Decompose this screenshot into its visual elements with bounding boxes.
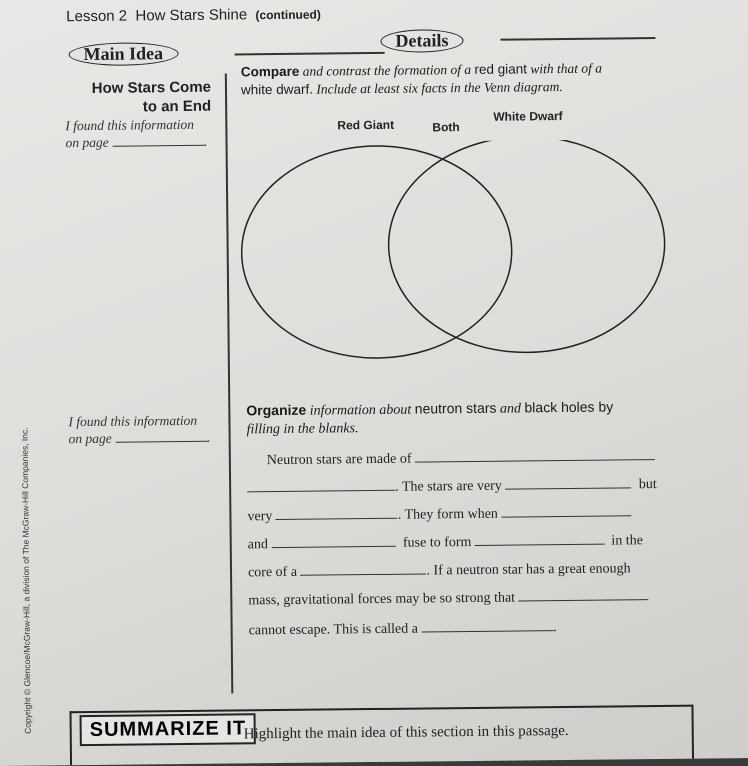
venn-instructions: Compare and contrast the formation of a red giant with that of a white dwarf. Include at least six facts in the Venn diagram. [240, 60, 603, 98]
summarize-text: Highlight the main idea of this section in this passage. [243, 722, 569, 743]
main-idea-tab: Main Idea [68, 42, 178, 66]
header-rule-right [500, 37, 655, 40]
venn-label-white-dwarf: White Dwarf [493, 109, 563, 124]
venn-label-both: Both [432, 120, 460, 135]
blank-core-of[interactable] [300, 561, 426, 575]
blank-made-of-cont[interactable] [247, 478, 395, 493]
column-divider [225, 74, 233, 694]
venn-diagram [236, 139, 678, 369]
fill-line-2: . The stars are very but [247, 475, 657, 497]
details-tab: Details [380, 29, 463, 53]
fill-line-7: cannot escape. This is called a . [248, 620, 557, 639]
organize-instructions: Organize information about neutron stars and black holes by filling in the blanks. [246, 398, 614, 438]
fill-line-5: core of a . If a neutron star has a great enough [247, 561, 631, 581]
page-header [66, 6, 321, 26]
found-info-1: I found this information on page . [65, 116, 208, 151]
found-info-2: I found this information on page . [68, 412, 211, 447]
fill-line-3: very . They form when [247, 503, 631, 525]
continued-label: (continued) [255, 7, 321, 23]
section-heading: How Stars Come to an End [91, 78, 212, 116]
blank-fuse-to-form[interactable] [475, 532, 605, 546]
lesson-number: Lesson 2 [66, 7, 128, 26]
venn-label-red-giant: Red Giant [337, 117, 395, 133]
blank-form-when[interactable] [501, 503, 631, 517]
venn-circle-red-giant[interactable] [241, 145, 513, 360]
venn-circle-white-dwarf[interactable] [387, 139, 665, 354]
fill-line-6: mass, gravitational forces may be so strong that [248, 587, 648, 609]
blank-very-2[interactable] [276, 506, 398, 520]
blank-made-of[interactable] [415, 447, 655, 463]
blank-called-a[interactable] [421, 618, 553, 632]
blank-and[interactable] [271, 534, 395, 548]
header-rule-left [235, 52, 385, 55]
copyright-notice: Copyright © Glencoe/McGraw-Hill, a division of The McGraw-Hill Companies, Inc. [19, 427, 33, 734]
blank-so-strong-that[interactable] [518, 587, 648, 601]
page-blank-2[interactable] [115, 429, 207, 443]
blank-very-1[interactable] [505, 475, 631, 489]
page-blank-1[interactable] [112, 133, 204, 147]
summarize-label: SUMMARIZE IT [80, 713, 257, 746]
lesson-title: How Stars Shine [135, 6, 248, 25]
fill-line-1: Neutron stars are made of [267, 447, 655, 469]
fill-line-4: and fuse to form in the [247, 533, 643, 553]
